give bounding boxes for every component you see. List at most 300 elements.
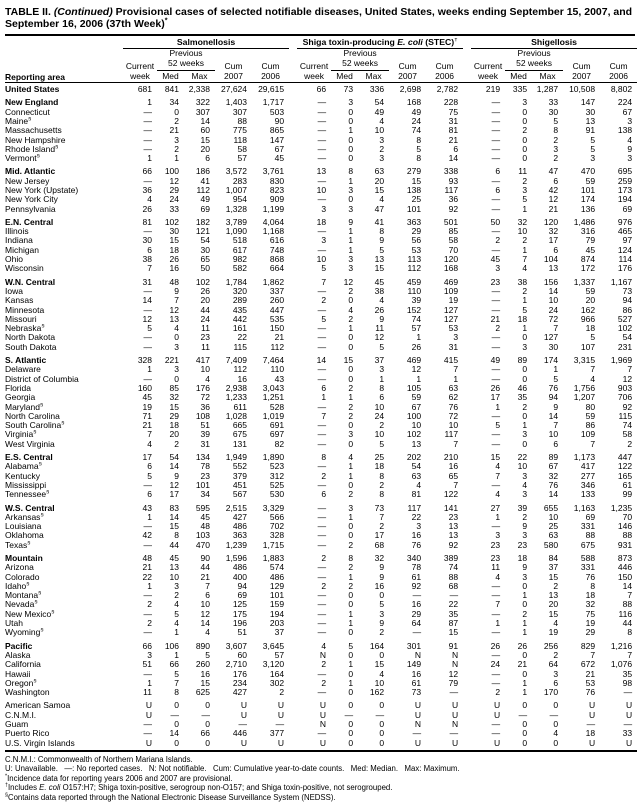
value-cell: — (317, 97, 327, 108)
value-cell: 0 (348, 116, 354, 126)
value-cell: 15 (448, 628, 459, 638)
value-cell: 830 (269, 176, 285, 186)
column-gap (463, 513, 471, 522)
value-cell: 24 (411, 116, 422, 126)
value-cell: 92 (411, 581, 422, 591)
value-cell: 0 (174, 107, 179, 117)
value-cell: 0 (522, 116, 528, 126)
value-cell: 66 (142, 166, 152, 177)
value-cell: 14 (548, 411, 559, 421)
value-cell: 5 (379, 600, 385, 610)
value-cell: 63 (548, 531, 559, 541)
column-gap (463, 333, 471, 342)
value-cell: 0 (348, 650, 354, 660)
column-gap (289, 227, 297, 236)
value-cell: 2 (522, 609, 528, 619)
value-cell: 18 (585, 324, 596, 334)
value-cell: 1 (522, 678, 528, 688)
value-cell: 21 (490, 314, 501, 324)
value-cell: 3 (174, 365, 179, 375)
value-cell: 58 (237, 144, 247, 154)
value-cell: 66 (297, 83, 331, 95)
value-cell: 8 (174, 531, 179, 541)
value-cell: 108 (195, 411, 210, 421)
group-header-shigellosis: Shigellosis (471, 38, 637, 49)
value-cell: 5 (321, 264, 327, 274)
value-cell: 23 (200, 471, 210, 481)
value-cell: 67 (411, 402, 422, 412)
table-row (5, 154, 637, 163)
value-cell: 17 (142, 452, 152, 463)
value-cell: 4 (147, 439, 152, 449)
value-cell: 4 (174, 600, 179, 610)
reporting-area-cell: New York (Upstate) (5, 186, 79, 195)
value-cell: 112 (196, 186, 210, 195)
value-cell: 363 (232, 531, 247, 541)
value-cell: 5 (522, 305, 528, 315)
value-cell: 48 (169, 276, 179, 287)
value-cell: 6 (495, 166, 501, 177)
table-row (5, 126, 637, 135)
reporting-area-cell: North Dakota (5, 333, 56, 343)
value-cell: 9 (379, 236, 385, 246)
value-cell: — (317, 563, 327, 573)
value-cell: 6 (379, 393, 385, 403)
table-row (5, 315, 637, 324)
value-cell: 5 (379, 245, 385, 255)
value-cell: 2 (348, 490, 354, 500)
reporting-area-cell: Arizona (5, 563, 34, 573)
table-row (5, 255, 637, 264)
value-cell: 150 (269, 324, 285, 334)
column-gap (289, 739, 297, 751)
value-cell: 72 (548, 314, 559, 324)
value-cell: 0 (348, 333, 354, 343)
value-cell: 224 (617, 97, 633, 108)
value-cell: 62 (448, 393, 459, 403)
table-row (5, 343, 637, 352)
value-cell: 13 (374, 255, 385, 265)
column-gap (289, 610, 297, 619)
value-cell: 26 (200, 286, 210, 296)
value-cell: 0 (522, 700, 528, 711)
value-cell: 88 (448, 572, 459, 582)
value-cell: — (491, 430, 501, 440)
column-gap (289, 582, 297, 591)
reporting-area-cell: Minnesota (5, 305, 45, 315)
column-gap (289, 384, 297, 393)
value-cell: 38 (142, 255, 152, 265)
value-cell: 7 (590, 650, 596, 660)
value-cell: 1 (553, 365, 559, 375)
value-cell: 10 (374, 678, 385, 688)
value-cell: 3 (379, 135, 385, 145)
value-cell: 73 (331, 83, 358, 95)
value-cell: 84 (548, 552, 559, 563)
value-cell: 202 (406, 452, 422, 463)
value-cell: 7 (174, 296, 179, 306)
value-cell: 24 (200, 314, 210, 324)
value-cell: 8 (379, 471, 385, 481)
value-cell: 3,572 (225, 166, 247, 177)
value-cell: — (143, 342, 152, 352)
table-row (5, 195, 637, 204)
value-cell: 7 (495, 471, 501, 481)
column-gap (289, 287, 297, 296)
value-cell: U (600, 739, 637, 751)
value-cell: U (319, 700, 327, 711)
value-cell: 30 (585, 107, 596, 117)
footnotes (5, 755, 635, 803)
value-cell: 5 (321, 314, 327, 324)
value-cell: 1,235 (610, 502, 633, 513)
value-cell: 116 (618, 609, 633, 619)
value-cell: 13 (316, 166, 327, 177)
value-cell: — (491, 286, 501, 296)
value-cell: 16 (200, 669, 210, 679)
column-gap (463, 462, 471, 471)
value-cell: U (588, 700, 596, 711)
value-cell: 5 (379, 439, 385, 449)
column-gap (463, 563, 471, 572)
value-cell: — (317, 126, 327, 136)
value-cell: — (317, 195, 327, 205)
value-cell: 2 (321, 552, 327, 563)
column-gap (289, 412, 297, 421)
value-cell: 0 (348, 522, 354, 532)
value-cell: 566 (269, 512, 285, 522)
value-cell: 1 (348, 512, 354, 522)
value-cell: 32 (548, 471, 559, 481)
value-cell: 1 (522, 204, 528, 214)
column-gap (289, 573, 297, 582)
value-cell: 447 (617, 452, 633, 463)
value-cell: 966 (580, 314, 596, 324)
reporting-area-cell: Hawaii (5, 669, 31, 679)
reporting-area-cell: U.S. Virgin Islands (5, 739, 123, 751)
value-cell: — (518, 710, 528, 720)
value-cell: — (491, 195, 501, 205)
value-cell: 4 (553, 619, 559, 629)
value-cell: 45 (200, 512, 210, 522)
value-cell: 0 (348, 700, 354, 711)
value-cell: 0 (522, 135, 528, 145)
value-cell: — (491, 411, 501, 421)
value-cell: 12 (548, 195, 559, 205)
value-cell: 22 (517, 452, 528, 463)
value-cell: 7 (553, 324, 559, 334)
value-cell: — (143, 126, 152, 136)
value-cell: 470 (195, 540, 210, 550)
reporting-area-cell: Mississippi (5, 480, 47, 490)
value-cell: 3 (416, 522, 422, 532)
value-cell: 20 (548, 600, 559, 610)
value-cell: 72 (448, 411, 459, 421)
value-cell: 2 (379, 480, 385, 490)
value-cell: 14 (548, 490, 559, 500)
value-cell: — (449, 729, 459, 739)
value-cell: 149 (406, 660, 422, 670)
value-cell: 1 (147, 154, 152, 164)
table-row (5, 500, 637, 513)
value-cell: 26 (169, 255, 179, 265)
value-cell: — (549, 710, 559, 720)
column-gap (463, 573, 471, 582)
value-cell: 328 (137, 355, 152, 366)
value-cell: 112 (407, 264, 422, 274)
value-cell: 4 (174, 324, 179, 334)
value-cell: 228 (443, 97, 459, 108)
value-cell: 35 (448, 609, 459, 619)
previous-52-weeks-header: Previous 52 weeks (505, 49, 563, 70)
value-cell: — (317, 600, 327, 610)
value-cell: 12 (200, 609, 210, 619)
value-cell: 129 (269, 581, 285, 591)
value-cell: — (143, 333, 152, 343)
value-cell: 7 (453, 439, 459, 449)
column-gap (289, 205, 297, 214)
value-cell: 2 (553, 154, 559, 164)
value-cell: 176 (232, 669, 247, 679)
table-row (5, 421, 637, 430)
value-cell: — (491, 480, 501, 490)
value-cell: U (277, 710, 285, 720)
value-cell: 1,251 (262, 393, 285, 403)
value-cell: 11 (201, 342, 210, 352)
value-cell: 697 (269, 430, 285, 440)
column-gap (463, 94, 471, 107)
value-cell: 147 (580, 97, 596, 108)
value-cell: — (491, 126, 501, 136)
column-gap (463, 412, 471, 421)
table-row (5, 697, 637, 710)
value-cell: 3 (348, 204, 354, 214)
value-cell: 221 (164, 355, 179, 366)
value-cell: 1,715 (262, 540, 285, 550)
column-gap (463, 472, 471, 481)
value-cell: 48 (200, 522, 210, 532)
value-cell: — (317, 572, 327, 582)
value-cell: 10 (200, 365, 210, 375)
value-cell: 15 (200, 135, 210, 145)
value-cell: — (317, 688, 327, 698)
value-cell: 68 (448, 581, 459, 591)
value-cell: 18 (517, 552, 528, 563)
value-cell: 10 (517, 227, 528, 237)
value-cell: 86 (585, 421, 596, 431)
column-gap (463, 352, 471, 365)
value-cell: 45 (169, 552, 179, 563)
value-cell: — (491, 154, 501, 164)
value-cell: 101 (406, 204, 422, 214)
table-row (5, 333, 637, 342)
current-week-header: Current week (473, 61, 503, 81)
value-cell: — (317, 430, 327, 440)
value-cell: 336 (358, 83, 389, 95)
value-cell: 15 (169, 236, 179, 246)
value-cell: 0 (174, 700, 179, 711)
value-cell: 16 (169, 264, 179, 274)
value-cell: 117 (407, 502, 422, 513)
value-cell: — (317, 176, 327, 186)
value-cell: 7 (174, 678, 179, 688)
value-cell: 57 (274, 650, 285, 660)
value-cell: 446 (232, 729, 247, 739)
value-cell: 60 (200, 126, 210, 136)
value-cell: 45 (374, 276, 385, 287)
value-cell: 74 (411, 126, 422, 136)
value-cell: 26 (411, 342, 422, 352)
value-cell: 21 (517, 660, 528, 670)
reporting-area-cell: Vermont§ (5, 154, 40, 164)
table-row (5, 481, 637, 490)
value-cell: 17 (490, 393, 501, 403)
value-cell: 18 (169, 421, 179, 431)
value-cell: 26 (374, 305, 385, 315)
previous-52-weeks-header: Previous 52 weeks (157, 49, 215, 70)
value-cell: 2 (348, 581, 354, 591)
value-cell: — (491, 678, 501, 688)
value-cell: 7 (379, 512, 385, 522)
value-cell: 664 (269, 264, 285, 274)
value-cell: 38 (517, 276, 528, 287)
value-cell: 4 (321, 640, 327, 651)
column-gap (463, 274, 471, 287)
value-cell: 76 (585, 572, 596, 582)
column-gap (463, 638, 471, 651)
value-cell: 10,508 (563, 83, 600, 95)
reporting-area-cell: Ohio (5, 255, 23, 265)
value-cell: 9 (379, 572, 385, 582)
value-cell: 675 (580, 540, 596, 550)
value-cell: 3,120 (262, 660, 285, 670)
value-cell: 37 (548, 563, 559, 573)
value-cell: 75 (585, 609, 596, 619)
value-cell: — (143, 144, 152, 154)
value-cell: 588 (580, 552, 596, 563)
value-cell: 0 (205, 720, 210, 730)
value-cell: 8 (379, 227, 385, 237)
value-cell: 45 (490, 255, 501, 265)
value-cell: 138 (617, 126, 633, 136)
column-gap (289, 403, 297, 412)
column-gap (463, 670, 471, 679)
value-cell: 0 (379, 650, 385, 660)
value-cell: 3 (348, 255, 354, 265)
column-gap (463, 449, 471, 462)
value-cell: 42 (142, 531, 152, 541)
value-cell: 59 (585, 411, 596, 421)
column-gap (289, 670, 297, 679)
value-cell: 97 (622, 236, 633, 246)
value-cell: 31 (448, 342, 459, 352)
reporting-area-cell: Idaho§ (5, 581, 30, 591)
value-cell: — (143, 540, 152, 550)
value-cell: 4 (522, 264, 528, 274)
reporting-area-cell: North Carolina (5, 411, 60, 421)
value-cell: 2 (522, 126, 528, 136)
value-cell: — (491, 342, 501, 352)
value-cell: 0 (379, 729, 385, 739)
value-cell: 15 (169, 402, 179, 412)
column-gap (463, 430, 471, 439)
value-cell: 109 (580, 430, 596, 440)
value-cell: 68 (374, 540, 385, 550)
value-cell: 133 (580, 490, 596, 500)
value-cell: 41 (374, 216, 385, 227)
reporting-area-cell: Wyoming§ (5, 628, 44, 638)
column-gap (463, 236, 471, 245)
value-cell: 7 (627, 365, 633, 375)
value-cell: 3 (590, 154, 596, 164)
value-cell: 103 (195, 531, 210, 541)
value-cell: 32 (517, 216, 528, 227)
value-cell: 48 (142, 552, 152, 563)
value-cell: — (317, 286, 327, 296)
value-cell: 0 (379, 700, 385, 711)
value-cell: 32 (585, 600, 596, 610)
value-cell: 5 (495, 421, 501, 431)
value-cell: 523 (269, 462, 285, 472)
value-cell: 175 (232, 609, 247, 619)
value-cell: 459 (406, 276, 422, 287)
value-cell: 0 (348, 144, 354, 154)
reporting-area-cell: Utah (5, 619, 23, 629)
value-cell: 3 (495, 264, 501, 274)
value-cell: — (491, 176, 501, 186)
reporting-area-cell: Georgia (5, 393, 36, 403)
table-row (5, 214, 637, 227)
value-cell: 18 (374, 462, 385, 472)
value-cell: 2 (321, 660, 327, 670)
value-cell: 7 (590, 439, 596, 449)
reporting-area-cell: Maine§ (5, 116, 32, 126)
value-cell: 0 (522, 600, 528, 610)
column-gap (463, 679, 471, 688)
value-cell: 3,043 (262, 383, 285, 393)
value-cell: 0 (348, 688, 354, 698)
value-cell: 14 (448, 154, 459, 164)
reporting-area-cell: Rhode Island§ (5, 144, 59, 154)
value-cell: 1,167 (610, 276, 633, 287)
value-cell: — (317, 480, 327, 490)
reporting-area-cell: Alabama§ (5, 462, 42, 472)
value-cell: — (491, 305, 501, 315)
value-cell: 1,287 (532, 83, 563, 95)
value-cell: 25 (548, 522, 559, 532)
value-cell: 50 (200, 264, 210, 274)
value-cell: 66 (200, 729, 210, 739)
value-cell: 51 (237, 628, 247, 638)
value-cell: — (317, 365, 327, 375)
value-cell: 15 (374, 660, 385, 670)
column-gap (463, 591, 471, 600)
value-cell: 0 (348, 195, 354, 205)
value-cell: — (317, 729, 327, 739)
value-cell: 379 (232, 471, 247, 481)
value-cell: 54 (411, 462, 422, 472)
column-gap (289, 531, 297, 540)
table-row (5, 573, 637, 582)
value-cell: 0 (348, 342, 354, 352)
footnote-line: †Includes E. coli O157:H7; Shiga toxin-positive, serogroup non-O157; and Shiga toxin-positive, not serogrouped. (5, 782, 393, 793)
value-cell: 20 (200, 144, 210, 154)
table-row (5, 393, 637, 402)
value-cell: 427 (232, 512, 247, 522)
value-cell: 82 (274, 439, 285, 449)
value-cell: 7,409 (225, 355, 247, 366)
value-cell: 0 (184, 739, 215, 751)
